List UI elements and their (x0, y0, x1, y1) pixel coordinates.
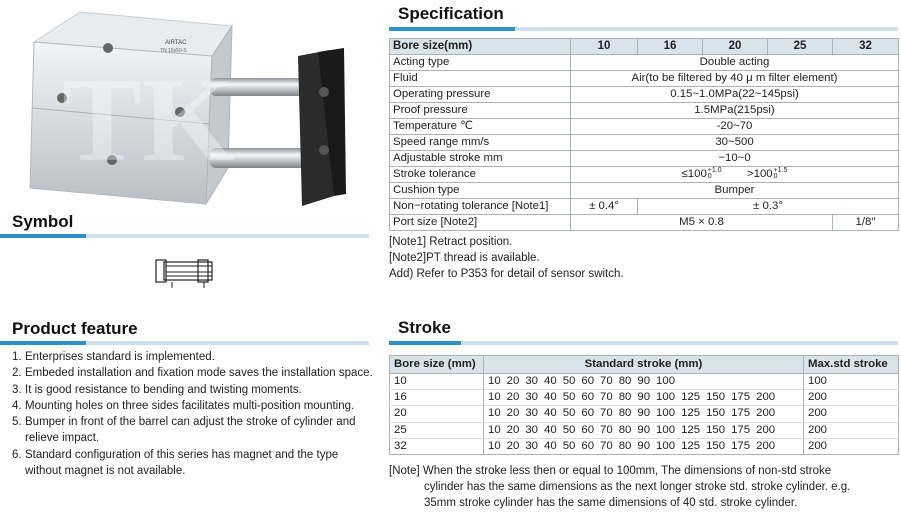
stroke-value: 20 (506, 407, 520, 420)
spec-label: Proof pressure (390, 103, 571, 119)
symbol-rule (0, 234, 369, 238)
stroke-value: 10 (488, 407, 501, 420)
cylinder-symbol (150, 256, 222, 292)
stroke-max: 200 (804, 390, 899, 406)
stroke-note: 35mm stroke cylinder has the same dimensions of 40 std. stroke cylinder. (424, 497, 798, 509)
stroke-value: 175 (731, 423, 751, 436)
stroke-value: 100 (656, 375, 676, 388)
stroke-value: 30 (525, 375, 539, 388)
product-photo (0, 0, 380, 228)
stroke-table (389, 355, 899, 455)
stroke-value: 60 (581, 391, 595, 404)
stroke-tolerance-value (571, 167, 899, 183)
stroke-value: 20 (506, 423, 520, 436)
stroke-value: 90 (637, 375, 651, 388)
spec-value: -20~70 (571, 119, 899, 135)
spec-header-row (390, 39, 899, 55)
stroke-value: 200 (756, 407, 776, 420)
spec-note: [Note1] Retract position. (389, 236, 513, 248)
stroke-values (484, 422, 804, 438)
tol-b-sup: +1.5 (773, 166, 788, 174)
stroke-value: 90 (637, 407, 651, 420)
stroke-values (484, 390, 804, 406)
stroke-value: 80 (618, 439, 632, 452)
stroke-value: 60 (581, 439, 595, 452)
stroke-max: 200 (804, 438, 899, 454)
spec-value: Bumper (571, 183, 899, 199)
stroke-value: 200 (756, 423, 776, 436)
feature-number: 2. (12, 367, 22, 380)
spec-value: ± 0.4° (571, 199, 638, 215)
stroke-value: 100 (656, 439, 676, 452)
feature-item (12, 398, 377, 414)
spec-note: [Note2]PT thread is available. (389, 252, 540, 264)
stroke-value: 50 (562, 439, 576, 452)
spec-header-cell: Bore size(mm) (390, 39, 571, 55)
spec-row (390, 167, 899, 183)
spec-label: Fluid (390, 71, 571, 87)
stroke-values (484, 374, 804, 390)
stroke-row (390, 374, 899, 390)
stroke-value: 60 (581, 407, 595, 420)
svg-text:AIRTAC: AIRTAC (165, 40, 187, 46)
feature-text: Bumper in front of the barrel can adjust the stroke of cylinder and relieve impact. (25, 416, 356, 445)
spec-label: Stroke tolerance (390, 167, 571, 183)
stroke-value: 10 (488, 423, 501, 436)
feature-title: Product feature (12, 319, 138, 338)
stroke-value: 150 (706, 439, 726, 452)
stroke-value: 150 (706, 391, 726, 404)
spec-row (390, 71, 899, 87)
svg-text:TN 16x50-S: TN 16x50-S (160, 48, 187, 54)
stroke-values (484, 406, 804, 422)
spec-value: ± 0.3° (638, 199, 899, 215)
stroke-value: 10 (488, 439, 501, 452)
stroke-value: 125 (681, 391, 701, 404)
stroke-value: 125 (681, 423, 701, 436)
stroke-value: 200 (756, 391, 776, 404)
feature-item (12, 349, 377, 365)
stroke-title: Stroke (398, 318, 451, 337)
feature-number: 1. (12, 351, 22, 363)
stroke-values (484, 438, 804, 454)
watermark: TK (62, 53, 236, 186)
stroke-value: 175 (731, 391, 751, 404)
stroke-value: 60 (581, 375, 595, 388)
stroke-value: 90 (637, 391, 651, 404)
stroke-note: cylinder has the same dimensions as the next longer stroke std. stroke cylinder. e.g. (424, 481, 851, 493)
stroke-row (390, 390, 899, 406)
stroke-max: 200 (804, 422, 899, 438)
stroke-value: 70 (600, 391, 613, 404)
stroke-value: 30 (525, 407, 539, 420)
spec-label: Adjustable stroke mm (390, 151, 571, 167)
stroke-value: 50 (562, 407, 576, 420)
spec-value: Double acting (571, 55, 899, 71)
spec-header-cell: 32 (833, 39, 899, 55)
stroke-row (390, 422, 899, 438)
stroke-value: 20 (506, 375, 520, 388)
stroke-header-cell: Standard stroke (mm) (484, 356, 804, 374)
stroke-value: 70 (600, 407, 613, 420)
spec-row (390, 199, 899, 215)
stroke-value: 100 (656, 391, 676, 404)
stroke-value: 125 (681, 439, 701, 452)
feature-text: Embeded installation and fixation mode saves the installation space. (25, 367, 373, 380)
spec-row (390, 215, 899, 231)
stroke-bore: 16 (390, 390, 484, 406)
stroke-value: 10 (488, 391, 501, 404)
spec-row (390, 183, 899, 199)
spec-row (390, 119, 899, 135)
spec-title: Specification (398, 4, 504, 23)
spec-table (389, 38, 899, 231)
stroke-value: 60 (581, 423, 595, 436)
stroke-value: 80 (618, 391, 632, 404)
feature-text: It is good resistance to bending and twisting moments. (25, 383, 302, 396)
stroke-value: 100 (656, 423, 676, 436)
spec-value: −10~0 (571, 151, 899, 167)
spec-rule (389, 27, 898, 31)
spec-row (390, 151, 899, 167)
tol-a-base: ≤100 (681, 168, 707, 180)
feature-number: 3. (12, 383, 22, 396)
spec-label: Port size [Note2] (390, 215, 571, 231)
stroke-value: 40 (544, 423, 557, 436)
feature-rule (0, 341, 369, 345)
tol-a-sub: 0 (707, 172, 712, 180)
stroke-value: 175 (731, 439, 751, 452)
stroke-value: 150 (706, 407, 726, 420)
stroke-value: 30 (525, 391, 539, 404)
stroke-value: 90 (637, 423, 651, 436)
spec-row (390, 55, 899, 71)
feature-number: 5. (12, 416, 22, 429)
stroke-value: 175 (731, 407, 751, 420)
feature-text: Standard configuration of this series has magnet and the type without magnet is not available. (25, 448, 339, 478)
spec-label: Temperature ℃ (390, 119, 571, 135)
feature-number: 6. (12, 448, 22, 461)
feature-item (12, 414, 377, 447)
spec-label: Speed range mm/s (390, 135, 571, 151)
feature-item (12, 447, 377, 480)
feature-list (12, 349, 377, 479)
tol-b-base: >100 (746, 168, 773, 180)
stroke-value: 70 (600, 439, 613, 452)
stroke-value: 40 (544, 375, 557, 388)
spec-header-cell: 16 (638, 39, 703, 55)
stroke-value: 80 (618, 375, 632, 388)
feature-number: 4. (12, 399, 22, 412)
stroke-value: 30 (525, 423, 539, 436)
stroke-value: 20 (506, 391, 520, 404)
stroke-note: [Note] When the stroke less then or equal to 100mm, The dimensions of non-std stroke (389, 465, 832, 477)
stroke-value: 50 (562, 375, 576, 388)
stroke-header-cell: Bore size (mm) (390, 356, 484, 374)
tol-a-sup: +1.0 (707, 166, 722, 174)
stroke-header-row (390, 356, 899, 374)
spec-label: Non−rotating tolerance [Note1] (390, 199, 571, 215)
tol-b-sub: 0 (773, 172, 778, 180)
stroke-value: 80 (618, 423, 632, 436)
stroke-header-cell: Max.std stroke (804, 356, 899, 374)
feature-text: Enterprises standard is implemented. (25, 351, 215, 363)
stroke-value: 20 (506, 439, 520, 452)
stroke-rule (389, 341, 898, 345)
stroke-max: 100 (804, 374, 899, 390)
spec-label: Cushion type (390, 183, 571, 199)
spec-value: 1.5MPa(215psi) (571, 103, 899, 119)
stroke-row (390, 438, 899, 454)
stroke-bore: 10 (390, 374, 484, 390)
stroke-bore: 20 (390, 406, 484, 422)
stroke-value: 40 (544, 391, 557, 404)
stroke-value: 125 (681, 407, 701, 420)
spec-header-cell: 25 (768, 39, 833, 55)
stroke-value: 150 (706, 423, 726, 436)
spec-row (390, 135, 899, 151)
spec-value: 30~500 (571, 135, 899, 151)
stroke-bore: 32 (390, 438, 484, 454)
feature-item (12, 365, 377, 381)
stroke-value: 50 (562, 423, 576, 436)
stroke-row (390, 406, 899, 422)
stroke-value: 70 (600, 423, 613, 436)
symbol-title: Symbol (12, 212, 74, 231)
stroke-value: 50 (562, 391, 576, 404)
stroke-value: 40 (544, 407, 557, 420)
spec-header-cell: 20 (703, 39, 768, 55)
stroke-value: 200 (756, 439, 776, 452)
stroke-value: 10 (488, 375, 501, 388)
stroke-value: 40 (544, 439, 557, 452)
stroke-value: 90 (637, 439, 651, 452)
stroke-max: 200 (804, 406, 899, 422)
spec-value: M5 × 0.8 (571, 215, 833, 231)
spec-value: Air(to be filtered by 40 μ m filter element) (571, 71, 899, 87)
stroke-bore: 25 (390, 422, 484, 438)
spec-note: Add) Refer to P353 for detail of sensor switch. (389, 268, 624, 280)
spec-header-cell: 10 (571, 39, 638, 55)
spec-value: 0.15~1.0MPa(22~145psi) (571, 87, 899, 103)
spec-label: Operating pressure (390, 87, 571, 103)
spec-value: 1/8" (833, 215, 899, 231)
stroke-value: 70 (600, 375, 613, 388)
stroke-value: 80 (618, 407, 632, 420)
spec-label: Acting type (390, 55, 571, 71)
stroke-value: 30 (525, 439, 539, 452)
spec-row (390, 87, 899, 103)
feature-item (12, 382, 377, 398)
stroke-value: 100 (656, 407, 676, 420)
spec-row (390, 103, 899, 119)
feature-text: Mounting holes on three sides facilitates multi-position mounting. (25, 399, 355, 412)
